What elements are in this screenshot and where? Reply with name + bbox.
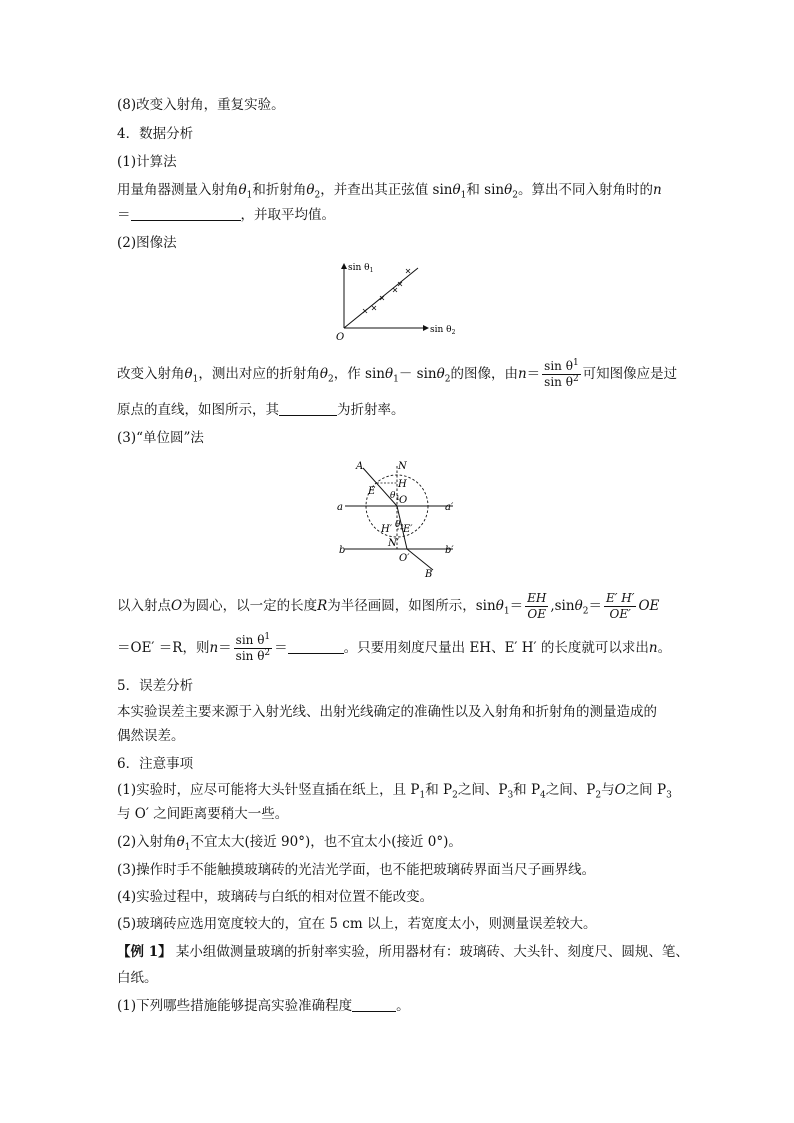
label-theta1-sub: 1 [396,495,400,502]
example-line: 【例 1】 某小组做测量玻璃的折射率实验，所用器材有：玻璃砖、大头针、刻度尺、圆规、笔、 [117,944,689,960]
text-line: (4)实验过程中，玻璃砖与白纸的相对位置不能改变。 [117,889,434,905]
text-line: (5)玻璃砖应选用宽度较大的，宜在 5 cm 以上，若宽度太小，则测量误差较大。 [117,916,597,932]
sin-graph-figure [330,258,470,342]
origin-label: O [336,332,345,342]
section-heading: 6．注意事项 [117,756,194,772]
text-line: 原点的直线，如图所示，其 为折射率。 [117,402,405,418]
fraction: $\frac{\sin \theta^1}{\sin \theta^2}$ [544,358,579,389]
label-a-prime: a′ [445,502,454,513]
subsection-heading: (2)图像法 [117,235,177,251]
text-line: 与 O′ 之间距离要稍大一些。 [117,806,289,822]
text-line: (2)入射角$\theta_1$不宜太大(接近 90°)，也不宜太小(接近 0°)。 [117,834,462,853]
label-H-prime: H′ [381,524,392,535]
label-E: E [368,486,376,497]
text-line: 以入射点O为圆心，以一定的长度R为半径画圆，如图所示，sinθ$_1$＝ $\frac{EH}{OE}$ ,sinθ$_2$＝ $\frac{E' H'}{OE'}$ OE [117,591,660,621]
text-line: (1)实验时，应尽可能将大头针竖直插在纸上，且 $P_1$和 $P_2$之间、$P_3$和 $P_4$之间、$P_2$与O之间 $P_3$ [117,782,672,801]
label-b-prime: b′ [445,545,454,556]
y-axis-label: $\sin \theta_1$ [348,263,374,274]
fraction: $\frac{\sin \theta^1}{\sin \theta^2}$ [235,632,271,663]
text-line: ＝ ，并取平均值。 [117,207,335,223]
text-line: 白纸。 [117,970,158,986]
label-O: O [399,495,408,506]
x-axis-label: $\sin \theta_2$ [430,325,456,336]
label-theta2-sub: 2 [400,524,404,531]
label-N: N [398,461,407,472]
text-line: 改变入射角$\theta_1$，测出对应的折射角$\theta_2$，作 sinθ$_1$－ sinθ$_2$的图像，由n＝ $\frac{\sin \theta^1}{\sin \theta^2}$ 可知图像应是过 [117,358,678,389]
text-line: 本实验误差主要来源于入射光线、出射光线确定的准确性以及入射角和折射角的测量造成的 [117,704,657,720]
label-O-prime: O′ [399,553,410,564]
label-theta1: θ [390,491,396,501]
text-line: ＝OE′ ＝R，则n＝ $\frac{\sin \theta^1}{\sin \theta^2}$ ＝ 。只要用刻度尺量出 EH、E′ H′ 的长度就可以求出n。 [117,632,672,663]
subsection-heading: (1)计算法 [117,154,177,170]
answer-blank [279,401,337,416]
text-line: 偶然误差。 [117,728,185,744]
text-line: (3)操作时手不能触摸玻璃砖的光洁光学面，也不能把玻璃砖界面当尺子画界线。 [117,862,596,878]
unit-circle-figure [335,456,465,578]
label-E-prime: E′ [403,524,413,535]
text-line: 用量角器测量入射角$\theta_1$和折射角$\theta_2$，并查出其正弦值 sinθ$_1$和 sinθ$_2$。算出不同入射角时的n [117,182,662,201]
label-b: b [339,545,346,556]
answer-blank [131,206,241,221]
label-N-prime: N′ [388,538,400,549]
section-heading: 5．误差分析 [117,678,194,694]
label-theta2: θ [395,520,401,530]
fraction: $\frac{EH}{OE}$ [527,591,547,621]
subsection-heading: (3)“单位圆”法 [117,430,204,446]
answer-blank [352,997,396,1012]
answer-blank [288,639,344,654]
label-B: B [425,569,433,578]
example-label: 【例 1】 [117,944,172,960]
label-H: H [398,479,407,490]
section-heading: 4．数据分析 [117,126,194,142]
text-line: (8)改变入射角，重复实验。 [117,97,285,113]
question-line: (1)下列哪些措施能够提高实验准确程度 。 [117,998,410,1014]
label-a: a [337,502,343,513]
label-A: A [356,461,364,472]
fraction: $\frac{E' H'}{OE'}$ [605,591,635,621]
